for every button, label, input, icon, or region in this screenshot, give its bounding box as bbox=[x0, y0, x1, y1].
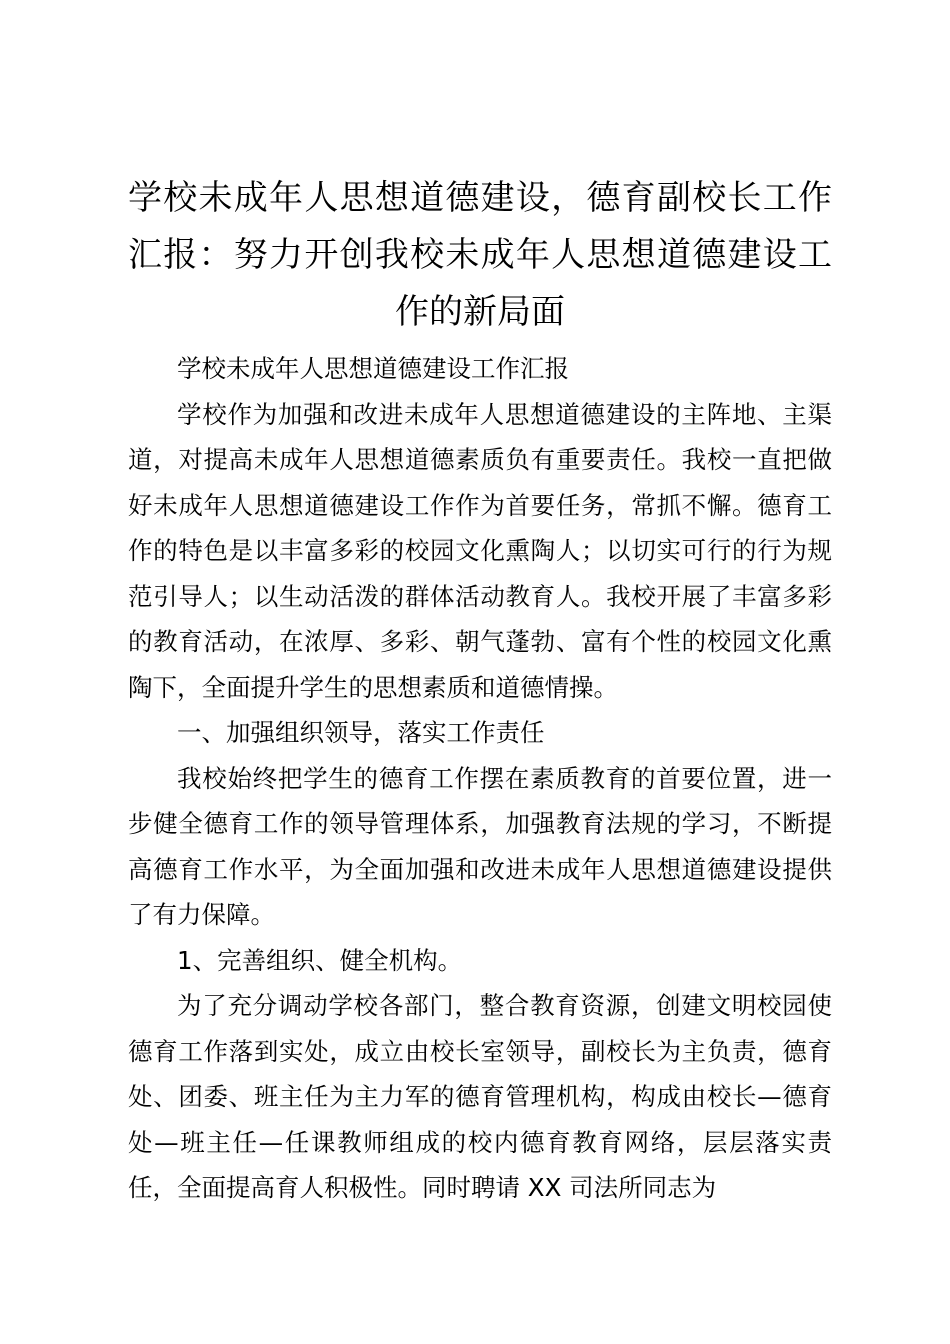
intro-paragraph: 学校作为加强和改进未成年人思想道德建设的主阵地、主渠道，对提高未成年人思想道德素质负有重要责任。我校一直把做好未成年人思想道德建设工作作为首要任务，常抓不懈。德育工作的特色是以丰富多彩的校园文化熏陶人；以切实可行的行为规范引导人；以生动活泼的群体活动教育人。我校开展了丰富多彩的教育活动，在浓厚、多彩、朝气蓬勃、富有个性的校园文化熏陶下，全面提升学生的思想素质和道德情操。 bbox=[128, 399, 832, 702]
section-heading-1: 一、加强组织领导，落实工作责任 bbox=[177, 718, 545, 747]
section-1-paragraph: 我校始终把学生的德育工作摆在素质教育的首要位置，进一步健全德育工作的领导管理体系，加强教育法规的学习，不断提高德育工作水平，为全面加强和改进未成年人思想道德建设提供了有力保障。 bbox=[128, 763, 832, 929]
report-subtitle: 学校未成年人思想道德建设工作汇报 bbox=[177, 354, 569, 383]
subsection-heading-1: 1、完善组织、健全机构。 bbox=[177, 945, 463, 975]
subsection-1-paragraph: 为了充分调动学校各部门，整合教育资源，创建文明校园使德育工作落到实处，成立由校长室领导，副校长为主负责，德育处、团委、班主任为主力军的德育管理机构，构成由校长—德育处—班主任—任课教师组成的校内德育教育网络，层层落实责任，全面提高育人积极性。同时聘请 XX 司法所同志为 bbox=[128, 991, 832, 1202]
document-page bbox=[128, 170, 832, 1211]
document-title: 学校未成年人思想道德建设，德育副校长工作汇报：努力开创我校未成年人思想道德建设工作的新局面 bbox=[128, 178, 832, 332]
